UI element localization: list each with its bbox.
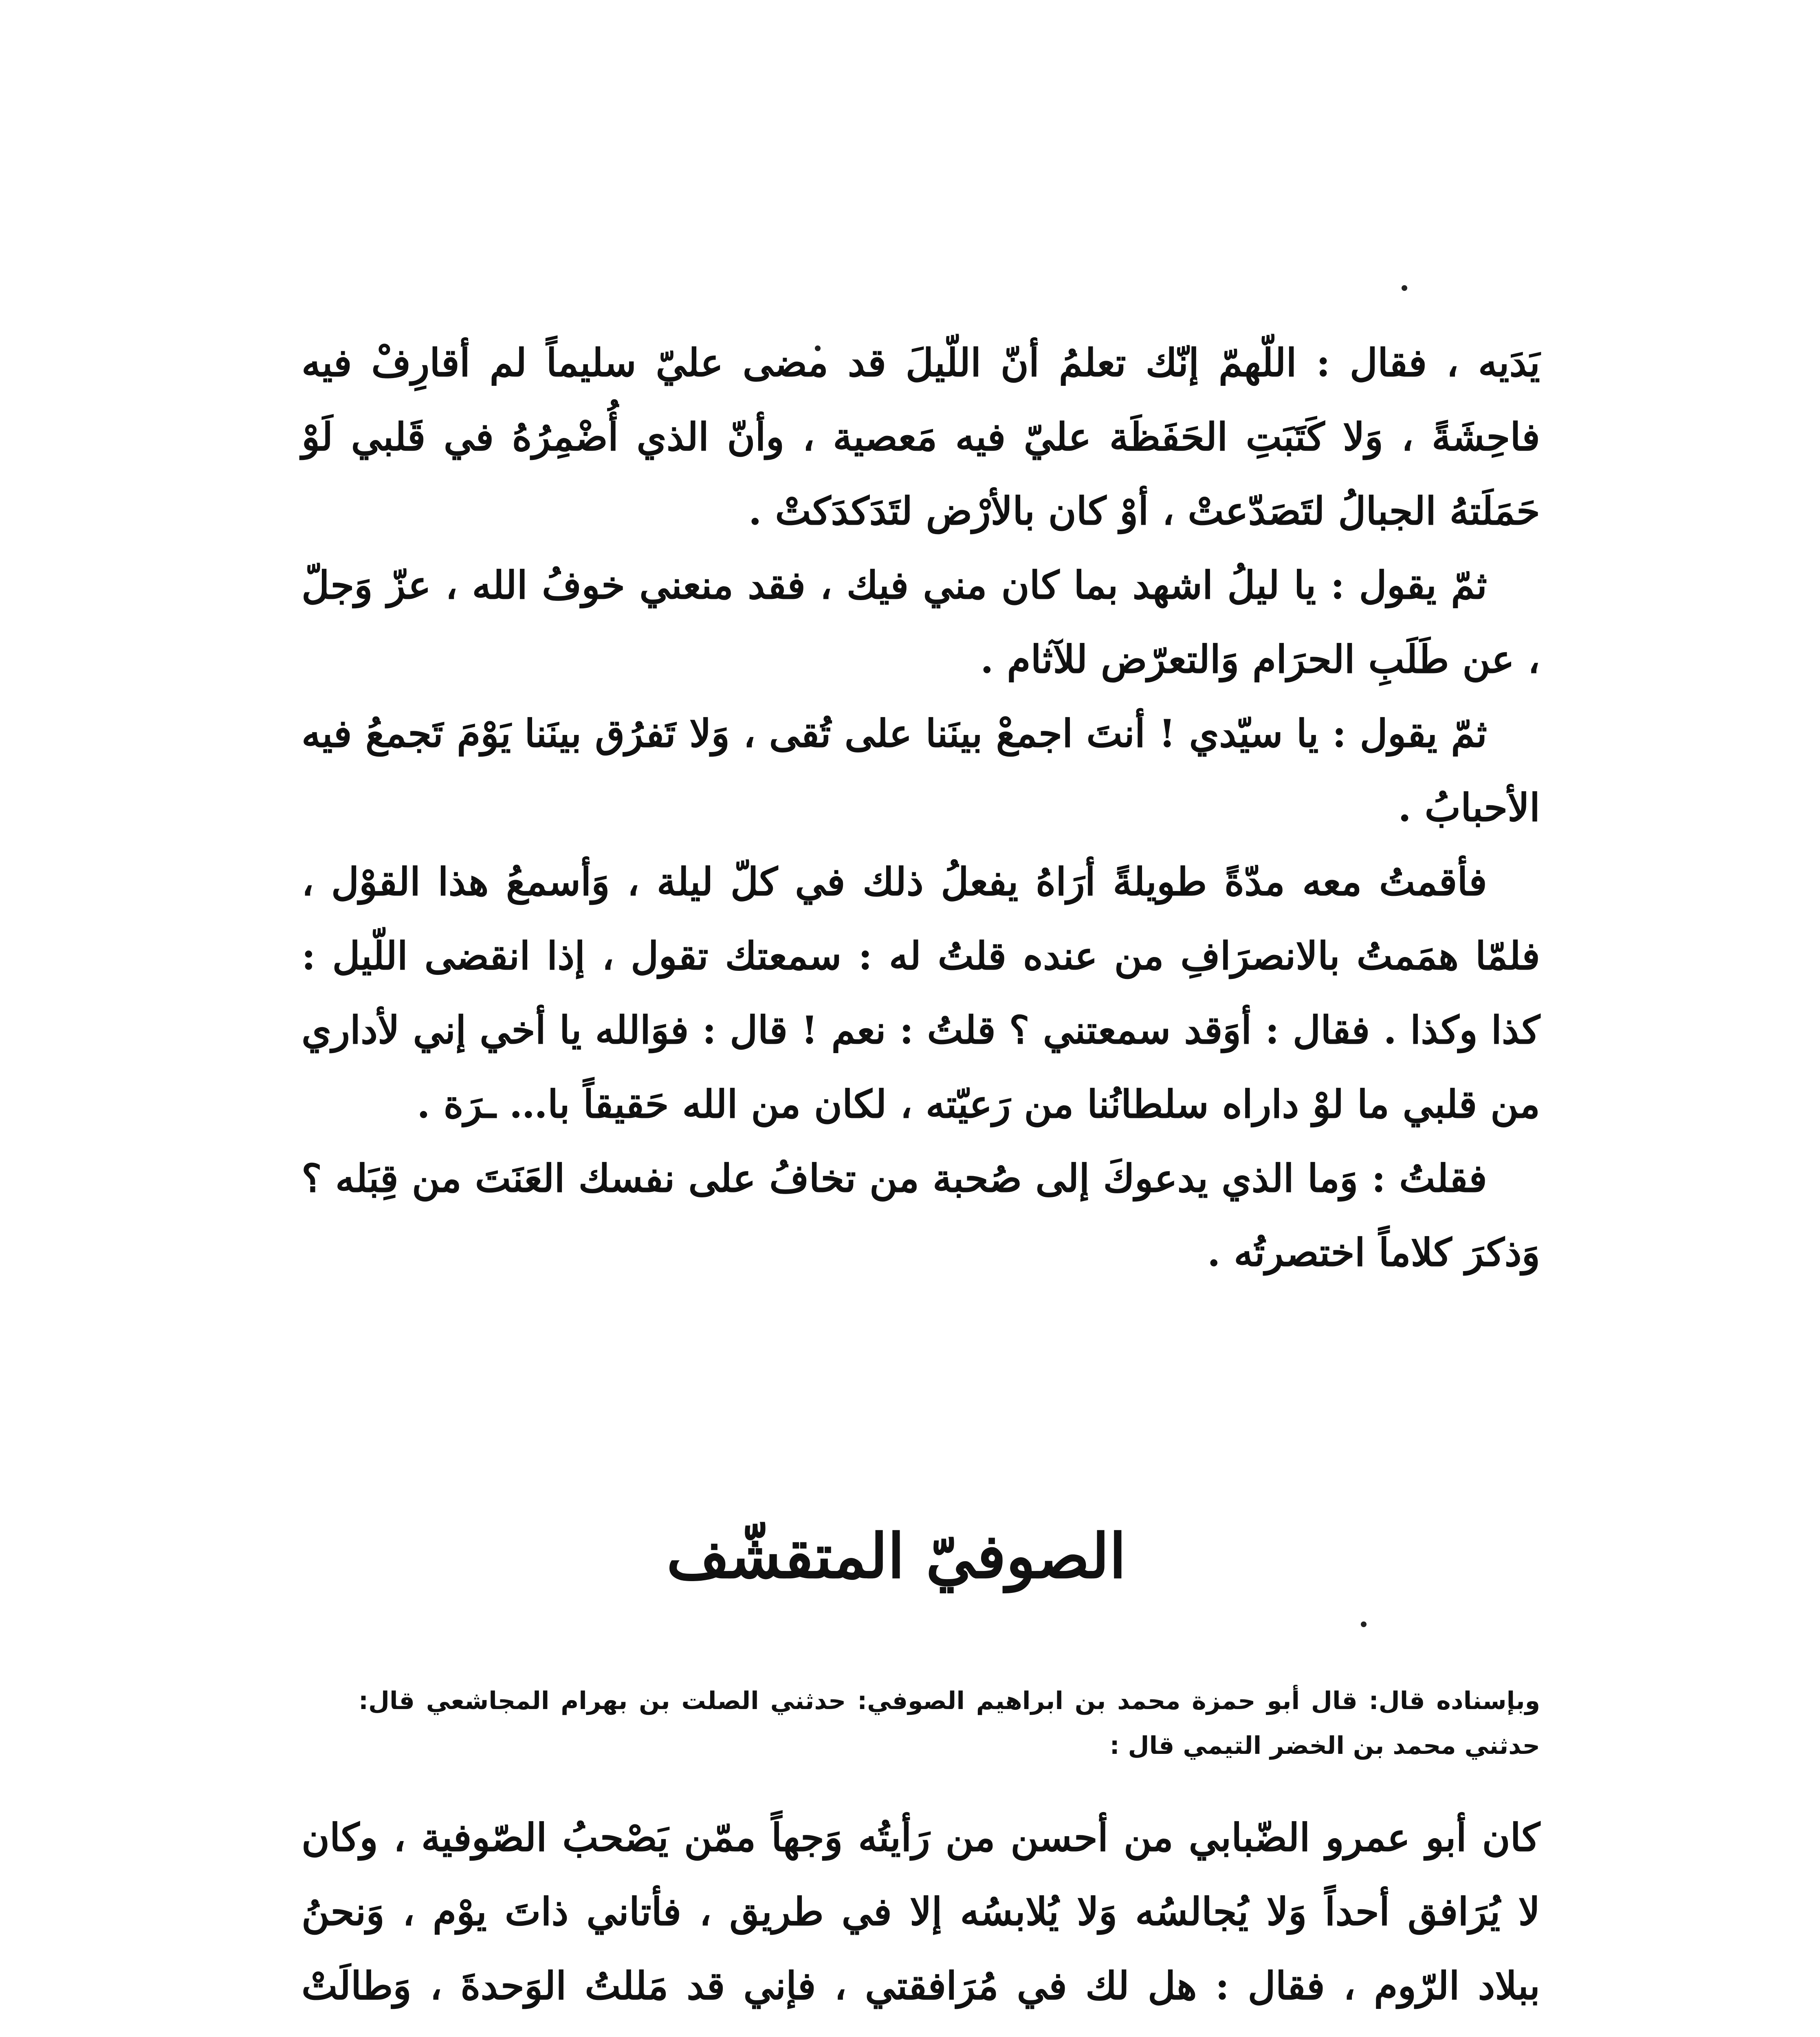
ink-speck <box>1402 285 1407 291</box>
body-text-part1 <box>301 326 1540 1290</box>
paragraph: كان أبو عمرو الضّبابي من أحسن من رَأيتُه وَجهاً ممّن يَصْحبُ الصّوفية ، وكان لا يُرَافق أحداً وَلا يُجالسُه وَلا يُلابسُه إلا في طريق ، فأتاني ذاتَ يوْم ، وَنحنُ ببلاد الرّوم ، فقال : هل لك في مُرَافقتي ، فإني قد مَللتُ الوَحدةَ ، وَطالَتْ <box>301 1815 1540 2008</box>
body-text-part2 <box>301 1801 1540 2037</box>
paragraph: يَدَيه ، فقال : اللّهمّ إنّك تعلمُ أنّ اللّيلَ قد مضى عليّ سليماً لم أقارِفْ فيه فاحِشَةً ، وَلا كَتَبَتِ الحَفَظَة عليّ فيه مَعصية ، وأنّ الذي أُضْمِرُهُ في قَلبي لَوْ حَمَلَتهُ الجبالُ لتَصَدّعتْ ، أوْ كان بالأرْض لتَدَكدَكتْ . <box>301 341 1540 534</box>
paragraph: ثمّ يقول : يا سيّدي ! أنتَ اجمعْ بينَنا على تُقى ، وَلا تَفرُق بينَنا يَوْمَ تَجمعُ فيه الأحبابُ . <box>301 711 1540 830</box>
section-title: الصوفيّ المتقشّف <box>666 1520 1127 1592</box>
ink-speck <box>1361 1621 1367 1627</box>
isnad-chain: وبإسناده قال: قال أبو حمزة محمد بن ابراهيم الصوفي: حدثني الصلت بن بهرام المجاشعي قال: حدثني محمد بن الخضر التيمي قال : <box>359 1687 1540 1760</box>
paragraph: فقلتُ : وَما الذي يدعوكَ إلى صُحبة من تخافُ على نفسك العَنَتَ من قِبَله ؟ وَذكرَ كلاماً اختصرتُه . <box>301 1156 1540 1275</box>
paragraph: ثمّ يقول : يا ليلُ اشهد بما كان مني فيك ، فقد منعني خوفُ الله ، عزّ وَجلّ ، عن طَلَبِ الحرَام وَالتعرّض للآثام . <box>301 563 1540 682</box>
paragraph: فأقمتُ معه مدّةً طويلةً أرَاهُ يفعلُ ذلك في كلّ ليلة ، وَأسمعُ هذا القوْل ، فلمّا همَمتُ بالانصرَافِ من عنده قلتُ له : سمعتك تقول ، إذا انقضى اللّيل : كذا وكذا . فقال : أوَقد سمعتني ؟ قلتُ : نعم ! قال : فوَالله يا أخي إني لأداري من قلبي ما لوْ داراه سلطانُنا من رَعيّته ، لكان من الله حَقيقاً با… ـرَة . <box>301 860 1540 1127</box>
